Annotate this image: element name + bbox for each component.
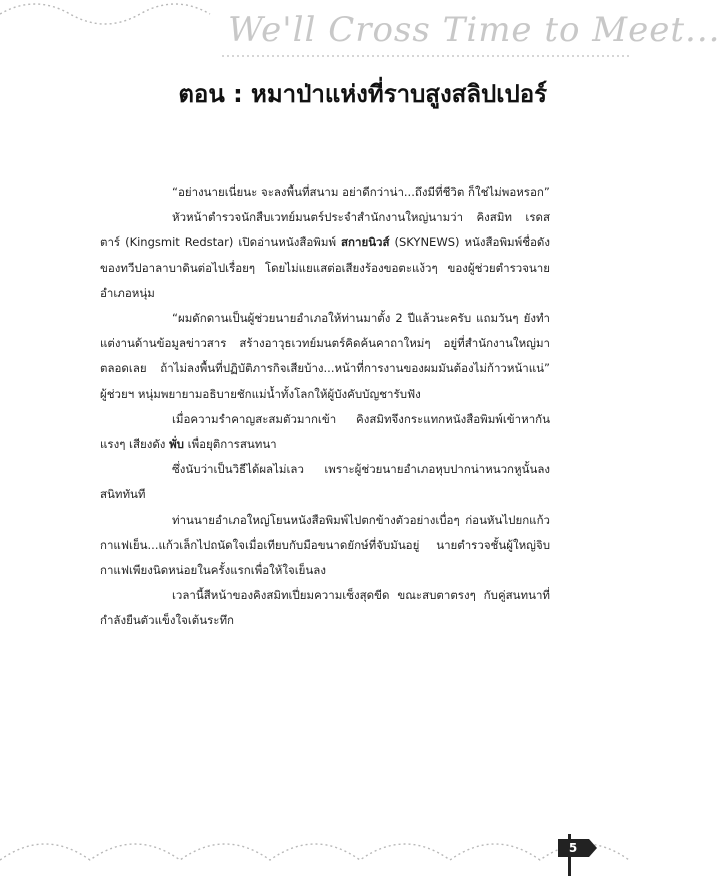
paragraph: ท่านนายอำเภอใหญ่โยนหนังสือพิมพ์ไปตกข้างตัวอย่างเบื่อๆ ก่อนหันไปยกแก้วกาแฟเย็น...แก้วเล็กไปถนัดใจเมื่อเทียบกับมือขนาดยักษ์ที่จับมันอยู่ นายตำรวจชั้นผู้ใหญ่จิบกาแฟเพียงนิดหน่อยในครั้งแรกเพื่อให้ใจเย็นลง — [100, 512, 550, 578]
paragraph — [100, 205, 550, 306]
paragraph-text: หัวหน้าตำรวจนักสืบเวทย์มนตร์ประจำสำนักงานใหญ่นามว่า คิงสมิท เรดสตาร์ (Kingsmit Redstar) เปิดอ่านหนังสือพิมพ์ — [100, 210, 550, 250]
paragraph: ซึ่งนับว่าเป็นวิธีได้ผลไม่เลว เพราะผู้ช่วยนายอำเภอหุบปากน่าหนวกหูนั้นลงสนิททันที — [100, 462, 550, 502]
paragraph: เวลานี้สีหน้าของคิงสมิทเปี่ยมความเซ็งสุดขีด ขณะสบตาตรงๆ กับคู่สนทนาที่กำลังยืนตัวแข็งใจเต้นระทึก — [100, 588, 550, 628]
bottom-scalloped-border — [0, 810, 629, 887]
paragraph-text: เมื่อความรำคาญสะสมตัวมากเข้า คิงสมิทจึงกระแทกหนังสือพิมพ์เข้าหากันแรงๆ เสียงดัง — [100, 411, 550, 452]
paragraph — [100, 407, 550, 457]
body-text — [100, 180, 550, 634]
paragraph: “ผมดักดานเป็นผู้ช่วยนายอำเภอให้ท่านมาตั้ง 2 ปีแล้วนะครับ แถมวันๆ ยังทำแต่งานด้านข้อมูลข่าวสาร สร้างอาวุธเวทย์มนตร์คิดค้นคาถาใหม่ๆ อยู่ที่สำนักงานใหญ่มาตลอดเลย ถ้าไม่ลงพื้นที่ปฏิบัติภารกิจเสียบ้าง...หน้าที่การงานของผมมันต้องไม่ก้าวหน้าแน่” ผู้ช่วยฯ หนุ่มพยายามอธิบายชักแม่น้ำทั้งโลกให้ผู้บังคับบัญชารับฟัง — [100, 311, 550, 401]
page-number: 5 — [568, 841, 578, 855]
paragraph: “อย่างนายเนี่ยนะ จะลงพื้นที่สนาม อย่าดีกว่าน่า...ถึงมีที่ชีวิต ก็ใช่ไม่พอหรอก” — [172, 185, 550, 199]
header-script-title: We'll Cross Time to Meet... — [228, 10, 720, 50]
paragraph-bold-text: พั่บ — [169, 437, 184, 452]
paragraph-text: (SKYNEWS) หนังสือพิมพ์ชื่อดังของทวีปอาลาบาดินต่อไปเรื่อยๆ โดยไม่แยแสต่อเสียงร้องขอตะแง้วๆ ของผู้ช่วยตำรวจนายอำเภอหนุ่ม — [100, 235, 550, 300]
paragraph-bold-text: สกายนิวส์ — [341, 235, 390, 250]
chapter-title: ตอน : หมาป่าแห่งที่ราบสูงสลิปเปอร์ — [178, 80, 547, 108]
paragraph-text: เพื่อยุติการสนทนา — [183, 437, 277, 452]
